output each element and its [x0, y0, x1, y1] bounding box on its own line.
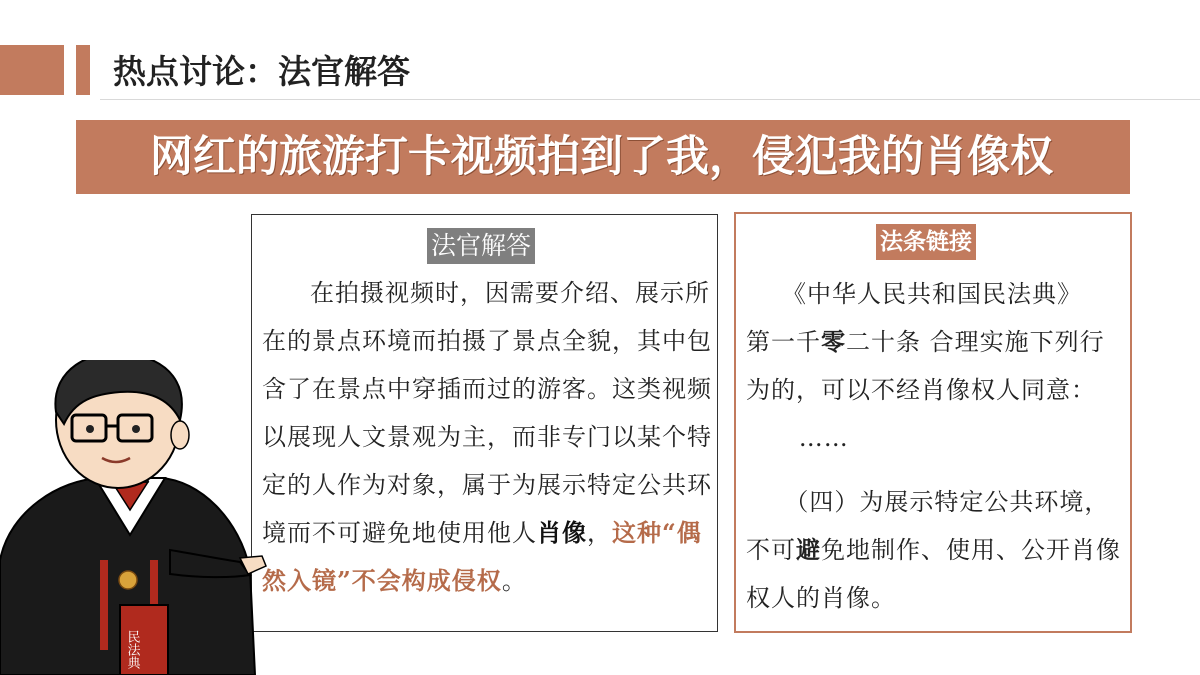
- judge-answer-comma: ，: [587, 519, 612, 547]
- header-divider: [100, 99, 1200, 100]
- header-accent-bar-small: [76, 45, 90, 95]
- judge-answer-highlight: 这种“偶然入镜”不会构成侵权: [262, 518, 702, 595]
- judge-answer-text: [262, 269, 724, 605]
- book-cover-text: 民法典: [124, 630, 140, 669]
- law-item-bold: 避: [796, 535, 821, 564]
- law-title: 《中华人民共和国民法典》: [782, 280, 1082, 308]
- topic-banner-title: 网红的旅游打卡视频拍到了我，侵犯我的肖像权: [150, 132, 1053, 182]
- judge-answer-plain: 在拍摄视频时，因需要介绍、展示所在的景点环境而拍摄了景点全貌，其中包含了在景点中穿插而过的游客。这类视频以展现人文景观为主，而非专门以某个特定的人作为对象，属于为展示特定公共环境而不可避免地使用他人: [262, 279, 712, 547]
- judge-answer-bold: 肖像: [537, 518, 587, 547]
- law-item-rest: 免地制作、使用、公开肖像权人的肖像。: [746, 536, 1121, 612]
- law-article-bold: 零: [821, 327, 846, 356]
- law-article-rest: 二十条 合理实施下列行为的，可以不经肖像权人同意：: [746, 328, 1105, 404]
- law-link-text: [746, 270, 1121, 622]
- law-ellipsis: ……: [798, 424, 849, 452]
- judge-answer-end: 。: [501, 567, 527, 595]
- law-link-label: 法条链接: [876, 224, 976, 260]
- page-title: 热点讨论：法官解答: [113, 52, 410, 91]
- law-item-prefix: （四）为展示特定公共环境，不可: [746, 488, 1110, 564]
- header-accent-bar: [0, 45, 64, 95]
- law-item: [746, 478, 1121, 622]
- judge-illustration: [0, 360, 270, 675]
- law-article: [746, 318, 1121, 414]
- judge-answer-label: 法官解答: [427, 228, 535, 264]
- law-article-prefix: 第一千: [746, 328, 821, 356]
